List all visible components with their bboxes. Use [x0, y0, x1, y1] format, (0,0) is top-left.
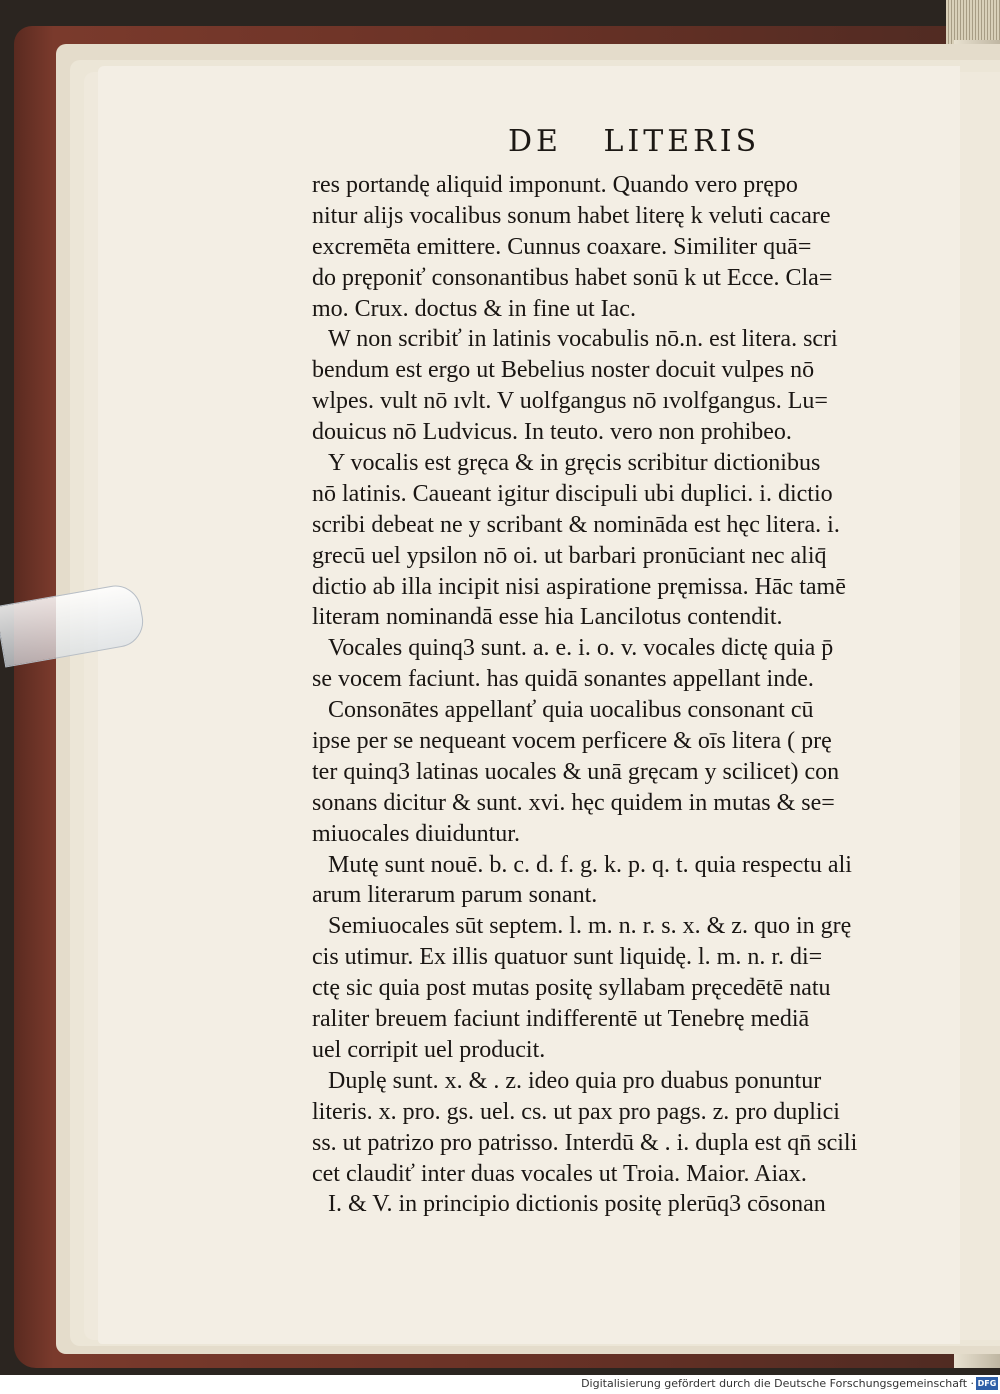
dfg-logo: DFG	[977, 1379, 997, 1388]
text-line: sonans dicitur & sunt. xvi. hęc quidem in mutas & se=	[312, 789, 835, 816]
running-head: DE LITERIS	[508, 124, 761, 159]
text-line: cis utimur. Ex illis quatuor sunt liquidę. l. m. n. r. di=	[312, 944, 823, 971]
text-line: miuocales diuiduntur.	[312, 820, 520, 847]
text-line: excremēta emittere. Cunnus coaxare. Similiter quā=	[312, 233, 812, 260]
footer-credit: Digitalisierung gefördert durch die Deutsche Forschungsgemeinschaft ·	[581, 1377, 974, 1390]
text-line: wlpes. vult nō ıvlt. V uolfgangus nō ıvolfgangus. Lu=	[312, 388, 828, 415]
text-line: Mutę sunt nouē. b. c. d. f. g. k. p. q. t. quia respectu ali	[328, 851, 852, 878]
text-line: dictio ab illa incipit nisi aspiratione pręmissa. Hāc tamē	[312, 573, 846, 600]
text-line: mo. Crux. doctus & in fine ut Iac.	[312, 295, 636, 322]
text-line: Semiuocales sūt septem. l. m. n. r. s. x. & z. quo in grę	[328, 913, 852, 940]
text-line: bendum est ergo ut Bebelius noster docuit vulpes nō	[312, 357, 815, 384]
text-line: I. & V. in principio dictionis positę plerūq3 cōsonan	[328, 1191, 826, 1218]
text-line: grecū uel ypsilon nō oi. ut barbari pronūciant nec aliq̄	[312, 542, 827, 569]
text-line: se vocem faciunt. has quidā sonantes appellant inde.	[312, 666, 814, 693]
text-block	[312, 170, 942, 1220]
text-line: douicus nō Ludvicus. In teuto. vero non prohibeo.	[312, 419, 792, 446]
text-line: ss. ut patrizo pro patrisso. Interdū & . i. dupla est qn̄ scili	[312, 1129, 858, 1156]
text-line: nitur alijs vocalibus sonum habet literę k veluti cacare	[312, 202, 831, 229]
text-line: literis. x. pro. gs. uel. cs. ut pax pro pags. z. pro duplici	[312, 1098, 840, 1125]
text-line: nō latinis. Caueant igitur discipuli ubi duplici. i. dictio	[312, 480, 833, 507]
text-line: cet claudiť inter duas vocales ut Troia. Maior. Aiax.	[312, 1160, 807, 1187]
text-line: raliter breuem faciunt indifferentē ut Tenebrę mediā	[312, 1006, 810, 1033]
text-line: do pręponiť consonantibus habet sonū k ut Ecce. Cla=	[312, 264, 833, 291]
text-line: literam nominandā esse hia Lancilotus contendit.	[312, 604, 783, 631]
text-line: Duplę sunt. x. & . z. ideo quia pro duabus ponuntur	[328, 1067, 822, 1094]
text-line: res portandę aliquid imponunt. Quando vero prępo	[312, 172, 798, 198]
text-line: scribi debeat ne y scribant & nomināda est hęc litera. i.	[312, 511, 840, 538]
text-line: uel corripit uel producit.	[312, 1036, 546, 1063]
text-line: arum literarum parum sonant.	[312, 882, 598, 909]
text-line: ctę sic quia post mutas positę syllabam pręcedētē natu	[312, 975, 831, 1002]
text-line: Consonātes appellanť quia uocalibus consonant cū	[328, 697, 814, 724]
text-line: W non scribiť in latinis vocabulis nō.n. est litera. scri	[328, 326, 838, 353]
text-line: Vocales quinq3 sunt. a. e. i. o. v. vocales dictę quia p̄	[328, 635, 834, 662]
text-line: ter quinq3 latinas uocales & unā gręcam y scilicet) con	[312, 758, 840, 785]
text-line: ipse per se nequeant vocem perficere & oīs litera ( prę	[312, 728, 832, 755]
text-line: Y vocalis est gręca & in gręcis scribitur dictionibus	[328, 450, 821, 477]
